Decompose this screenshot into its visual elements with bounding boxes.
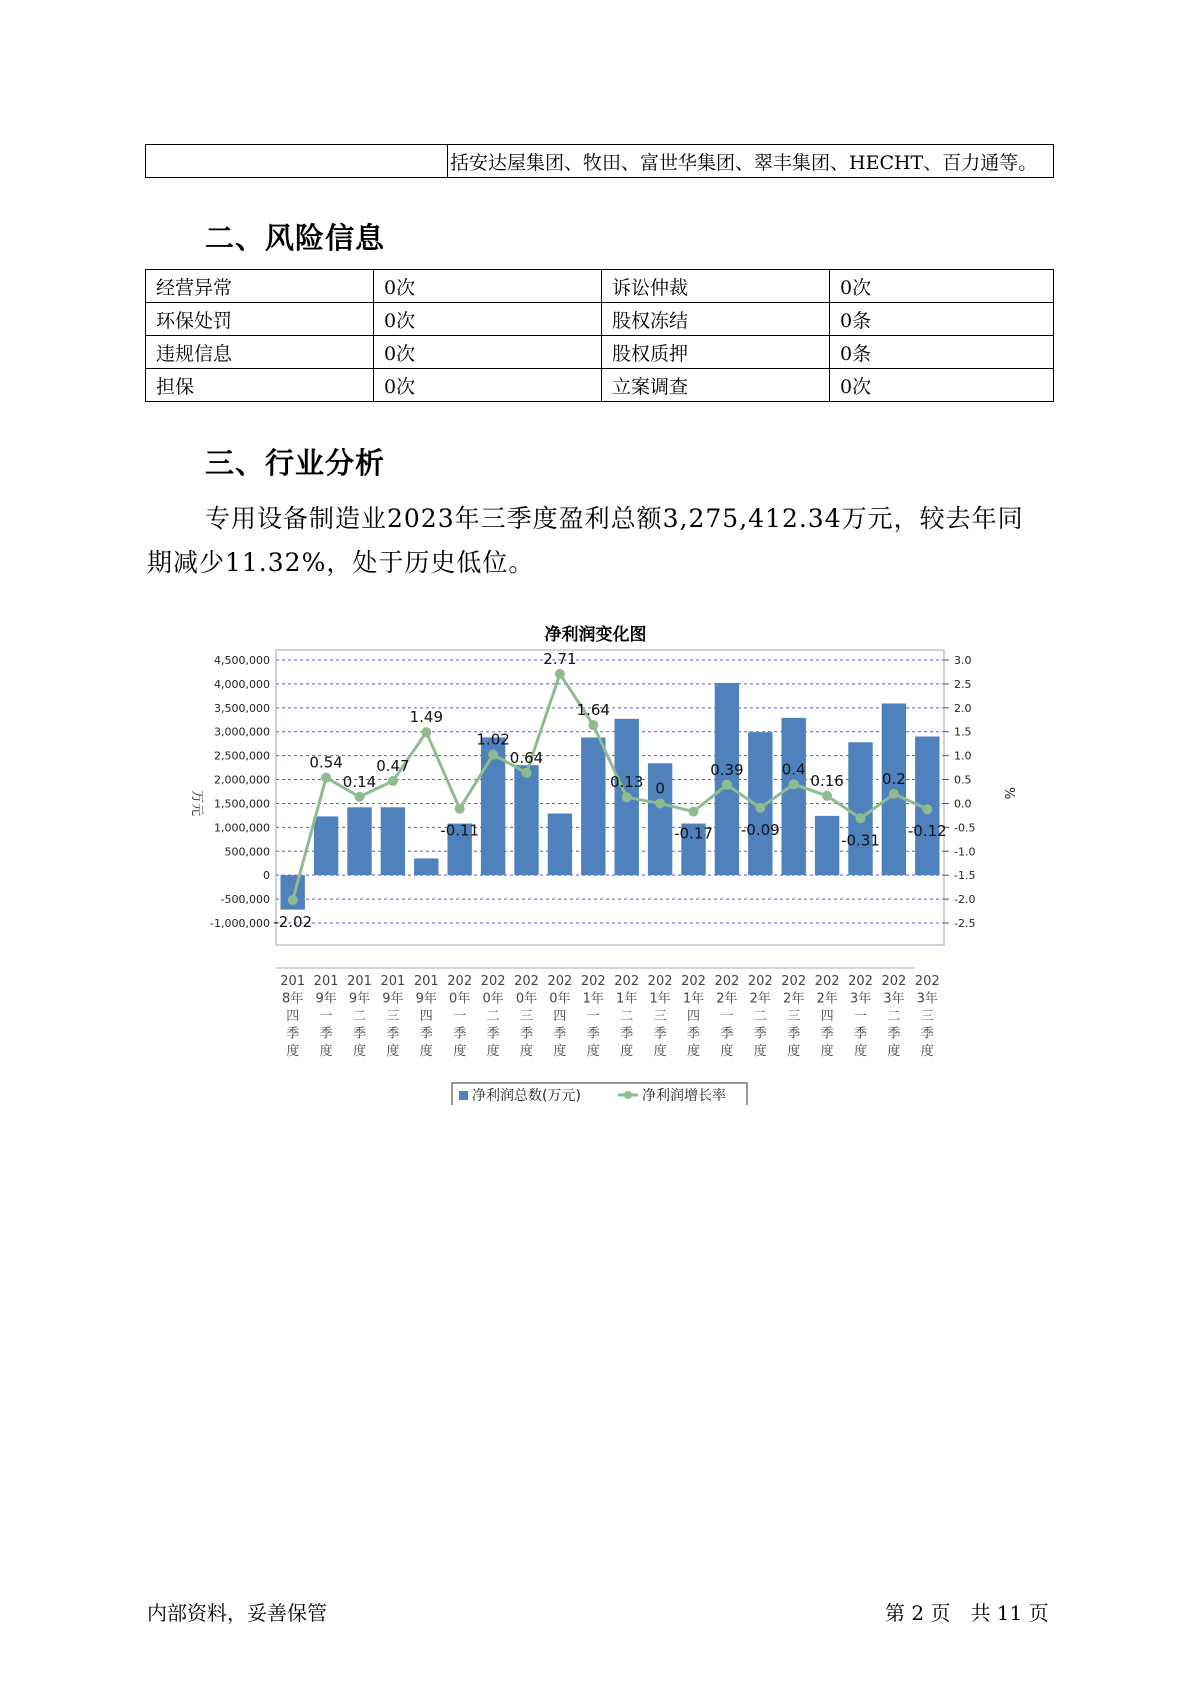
x-tick-label: 一	[453, 1009, 467, 1024]
x-tick-label: 度	[820, 1044, 834, 1059]
x-tick-label: 四	[419, 1009, 433, 1024]
x-tick-label: 0年	[482, 991, 504, 1007]
x-tick-label: 201	[280, 974, 306, 989]
growth-rate-point	[922, 804, 932, 814]
bar	[581, 737, 605, 875]
table-row	[146, 145, 1054, 178]
x-tick-label: 0年	[449, 991, 471, 1007]
x-tick-label: 202	[881, 974, 907, 989]
y2-tick-label: 0.5	[954, 773, 972, 787]
growth-rate-point	[856, 813, 866, 823]
x-tick-label: 202	[547, 974, 573, 989]
y-tick-label: -1,000,000	[210, 917, 270, 930]
x-tick-label: 季	[853, 1026, 868, 1042]
growth-rate-point	[522, 768, 532, 778]
x-tick-label: 四	[820, 1009, 834, 1024]
x-tick-label: 202	[914, 974, 940, 989]
x-tick-label: 度	[620, 1044, 634, 1059]
x-tick-label: 二	[753, 1009, 767, 1024]
risk-value: 0次	[374, 303, 602, 336]
x-tick-label: 季	[920, 1026, 934, 1042]
x-tick-label: 度	[653, 1044, 667, 1059]
footer-page-number: 第 2 页 共 11 页	[885, 1601, 1049, 1625]
growth-rate-point	[555, 669, 565, 679]
risk-value: 0次	[374, 270, 602, 303]
x-tick-label: 一	[720, 1009, 734, 1024]
x-tick-label: 度	[553, 1044, 567, 1059]
growth-rate-point	[588, 720, 598, 730]
x-tick-label: 季	[753, 1026, 767, 1042]
x-tick-label: 202	[480, 974, 506, 989]
data-label: 0.47	[376, 756, 410, 775]
x-tick-label: 四	[686, 1009, 701, 1024]
top-table-cell-1	[146, 145, 448, 178]
risk-label: 担保	[146, 369, 374, 402]
bar	[782, 718, 806, 875]
x-tick-label: 202	[814, 974, 840, 989]
risk-value: 0条	[830, 303, 1054, 336]
x-tick-label: 季	[887, 1026, 901, 1042]
data-label: 2.71	[543, 649, 577, 668]
growth-rate-point	[789, 779, 799, 789]
x-tick-label: 季	[620, 1026, 634, 1042]
x-tick-label: 季	[352, 1026, 367, 1042]
y2-tick-label: 2.5	[954, 677, 972, 691]
bar	[715, 683, 739, 875]
x-tick-label: 度	[686, 1044, 701, 1059]
growth-rate-point	[822, 791, 832, 801]
x-tick-label: 度	[787, 1044, 801, 1059]
risk-label: 股权冻结	[602, 303, 830, 336]
y2-tick-label: -1.5	[954, 869, 976, 883]
legend-bar-swatch	[459, 1091, 468, 1100]
x-tick-label: 3年	[916, 991, 938, 1007]
industry-paragraph-line-1: 专用设备制造业2023年三季度盈利总额3,275,412.34万元，较去年同	[205, 504, 1024, 533]
x-tick-label: 202	[747, 974, 773, 989]
x-tick-label: 201	[380, 974, 406, 989]
y-axis-label: 万元	[189, 790, 204, 817]
chart-title: 净利润变化图	[544, 625, 647, 645]
footer-confidential: 内部资料，妥善保管	[147, 1601, 327, 1625]
x-tick-label: 季	[486, 1026, 500, 1042]
y2-axis-label: %	[1001, 787, 1016, 800]
risk-label: 诉讼仲裁	[602, 270, 830, 303]
x-tick-label: 二	[620, 1009, 634, 1024]
data-label: 1.49	[409, 708, 444, 727]
industry-paragraph-line-2: 期减少11.32%，处于历史低位。	[147, 548, 535, 577]
data-label: 0.14	[342, 772, 377, 791]
bar	[381, 807, 405, 875]
x-tick-label: 度	[453, 1044, 467, 1059]
y2-tick-label: -1.0	[954, 845, 976, 859]
x-tick-label: 9年	[382, 991, 404, 1007]
section-heading-industry: 三、行业分析	[205, 446, 386, 480]
y-tick-label: 3,000,000	[214, 725, 270, 739]
x-tick-label: 度	[352, 1044, 367, 1059]
y-tick-label: 2,500,000	[214, 749, 270, 763]
growth-rate-point	[689, 807, 699, 817]
x-tick-label: 三	[787, 1009, 801, 1024]
legend-line-marker	[624, 1091, 632, 1099]
data-label: -0.12	[907, 822, 947, 841]
x-tick-label: 202	[848, 974, 873, 989]
x-tick-label: 度	[753, 1044, 767, 1059]
x-tick-label: 度	[519, 1044, 534, 1059]
x-tick-label: 二	[352, 1009, 367, 1024]
x-tick-label: 三	[920, 1009, 934, 1024]
x-tick-label: 度	[486, 1044, 500, 1059]
y2-tick-label: 3.0	[954, 654, 972, 667]
data-label: -2.02	[273, 913, 313, 932]
y2-tick-label: -2.0	[954, 893, 976, 907]
x-tick-label: 季	[319, 1026, 333, 1042]
y-tick-label: 1,000,000	[214, 821, 270, 835]
risk-value: 0条	[830, 336, 1054, 369]
x-tick-label: 季	[787, 1026, 801, 1042]
y-tick-label: 4,500,000	[214, 654, 270, 667]
y-tick-label: 0	[263, 869, 270, 883]
x-tick-label: 202	[647, 974, 673, 989]
x-tick-label: 2年	[716, 991, 738, 1007]
x-tick-label: 2年	[816, 991, 838, 1007]
data-label: 0.4	[781, 760, 806, 779]
risk-value: 0次	[374, 369, 602, 402]
risk-label: 违规信息	[146, 336, 374, 369]
bar	[848, 742, 872, 875]
x-tick-label: 度	[386, 1044, 400, 1059]
x-tick-label: 季	[286, 1026, 300, 1042]
legend-bar-label: 净利润总数(万元)	[472, 1088, 581, 1104]
growth-rate-point	[755, 803, 765, 813]
risk-value: 0次	[374, 336, 602, 369]
x-tick-label: 度	[920, 1044, 934, 1059]
data-label: -0.17	[674, 824, 713, 843]
data-label: -0.11	[440, 821, 480, 840]
y2-tick-label: 0.0	[954, 797, 972, 811]
x-tick-label: 三	[519, 1009, 534, 1024]
growth-rate-point	[889, 789, 899, 799]
x-tick-label: 度	[853, 1044, 868, 1059]
y-tick-label: 500,000	[224, 845, 270, 859]
x-tick-label: 202	[580, 974, 606, 989]
x-tick-label: 度	[887, 1044, 901, 1059]
y-tick-label: 1,500,000	[214, 797, 270, 811]
bar	[548, 813, 572, 875]
x-tick-label: 度	[319, 1044, 333, 1059]
x-tick-label: 季	[419, 1026, 433, 1042]
data-label: -0.09	[740, 820, 780, 839]
x-tick-label: 季	[386, 1026, 400, 1042]
bar	[347, 807, 371, 875]
growth-rate-point	[622, 792, 632, 802]
growth-rate-point	[388, 776, 398, 786]
x-tick-label: 一	[586, 1009, 600, 1024]
x-tick-label: 度	[419, 1044, 433, 1059]
x-tick-label: 度	[586, 1044, 600, 1059]
x-tick-label: 9年	[348, 991, 371, 1007]
growth-rate-point	[421, 727, 431, 737]
x-tick-label: 201	[413, 974, 439, 989]
x-tick-label: 三	[653, 1009, 667, 1024]
bar	[815, 816, 839, 875]
y2-tick-label: 1.0	[954, 749, 972, 763]
x-tick-label: 202	[614, 974, 640, 989]
bar	[314, 816, 338, 875]
x-tick-label: 9年	[315, 991, 337, 1007]
risk-value: 0次	[830, 369, 1054, 402]
x-tick-label: 三	[386, 1009, 400, 1024]
y2-tick-label: -2.5	[954, 917, 976, 930]
risk-label: 环保处罚	[146, 303, 374, 336]
plot-area	[276, 650, 944, 945]
y-tick-label: 3,500,000	[214, 701, 270, 715]
data-label: -0.31	[841, 831, 880, 850]
x-tick-label: 季	[686, 1026, 701, 1042]
x-tick-label: 一	[319, 1009, 333, 1024]
risk-value: 0次	[830, 270, 1054, 303]
x-tick-label: 201	[313, 974, 339, 989]
data-label: 1.64	[576, 701, 611, 720]
x-tick-label: 202	[447, 974, 473, 989]
y2-tick-label: 2.0	[954, 701, 972, 715]
x-tick-label: 四	[286, 1009, 300, 1024]
x-tick-label: 度	[286, 1044, 300, 1059]
table-row	[146, 270, 1054, 303]
growth-rate-point	[355, 792, 365, 802]
x-tick-label: 季	[653, 1026, 667, 1042]
risk-label: 立案调查	[602, 369, 830, 402]
top-table-cell-2: 括安达屋集团、牧田、富世华集团、翠丰集团、HECHT、百力通等。	[448, 145, 1054, 178]
x-tick-label: 1年	[682, 991, 705, 1007]
x-tick-label: 202	[681, 974, 706, 989]
x-tick-label: 202	[514, 974, 539, 989]
x-tick-label: 二	[887, 1009, 901, 1024]
x-tick-label: 季	[586, 1026, 600, 1042]
x-tick-label: 二	[486, 1009, 500, 1024]
net-profit-chart	[0, 645, 1191, 1105]
y-tick-label: -500,000	[220, 893, 270, 907]
x-tick-label: 1年	[649, 991, 671, 1007]
x-tick-label: 1年	[616, 991, 638, 1007]
data-label: 0.64	[509, 748, 544, 767]
growth-rate-point	[455, 804, 465, 814]
x-tick-label: 3年	[883, 991, 905, 1007]
x-tick-label: 2年	[749, 991, 771, 1007]
x-tick-label: 季	[453, 1026, 467, 1042]
x-tick-label: 1年	[582, 991, 604, 1007]
x-tick-label: 季	[820, 1026, 834, 1042]
top-table	[145, 144, 1054, 178]
x-tick-label: 四	[553, 1009, 567, 1024]
x-tick-label: 0年	[515, 991, 538, 1007]
risk-table	[145, 269, 1054, 402]
x-tick-label: 季	[720, 1026, 734, 1042]
x-tick-label: 0年	[549, 991, 571, 1007]
x-tick-label: 3年	[849, 991, 872, 1007]
data-label: 1.02	[476, 730, 510, 749]
y2-tick-label: 1.5	[954, 725, 972, 739]
section-heading-risk: 二、风险信息	[205, 221, 386, 255]
risk-label: 经营异常	[146, 270, 374, 303]
x-tick-label: 202	[781, 974, 807, 989]
x-tick-label: 9年	[415, 991, 437, 1007]
growth-rate-point	[655, 798, 665, 808]
x-tick-label: 季	[519, 1026, 534, 1042]
growth-rate-point	[722, 780, 732, 790]
growth-rate-point	[321, 773, 331, 783]
legend-line-label: 净利润增长率	[642, 1088, 726, 1104]
data-label: 0.2	[881, 769, 906, 788]
x-tick-label: 2年	[783, 991, 805, 1007]
y-tick-label: 4,000,000	[214, 677, 270, 691]
growth-rate-point	[288, 895, 298, 905]
bar	[414, 858, 438, 875]
x-tick-label: 202	[714, 974, 740, 989]
data-label: 0.54	[309, 753, 343, 772]
data-label: 0.16	[810, 771, 844, 790]
x-tick-label: 季	[553, 1026, 567, 1042]
risk-label: 股权质押	[602, 336, 830, 369]
x-tick-label: 8年	[282, 991, 304, 1007]
bar	[514, 765, 538, 875]
data-label: 0	[655, 779, 665, 798]
data-label: 0.13	[609, 773, 644, 792]
x-tick-label: 一	[853, 1009, 868, 1024]
data-label: 0.39	[710, 760, 744, 779]
y2-tick-label: -0.5	[954, 821, 976, 835]
y-tick-label: 2,000,000	[214, 773, 270, 787]
growth-rate-point	[488, 750, 498, 760]
x-tick-label: 201	[347, 974, 372, 989]
table-row	[146, 369, 1054, 402]
x-tick-label: 度	[720, 1044, 734, 1059]
table-row	[146, 303, 1054, 336]
table-row	[146, 336, 1054, 369]
